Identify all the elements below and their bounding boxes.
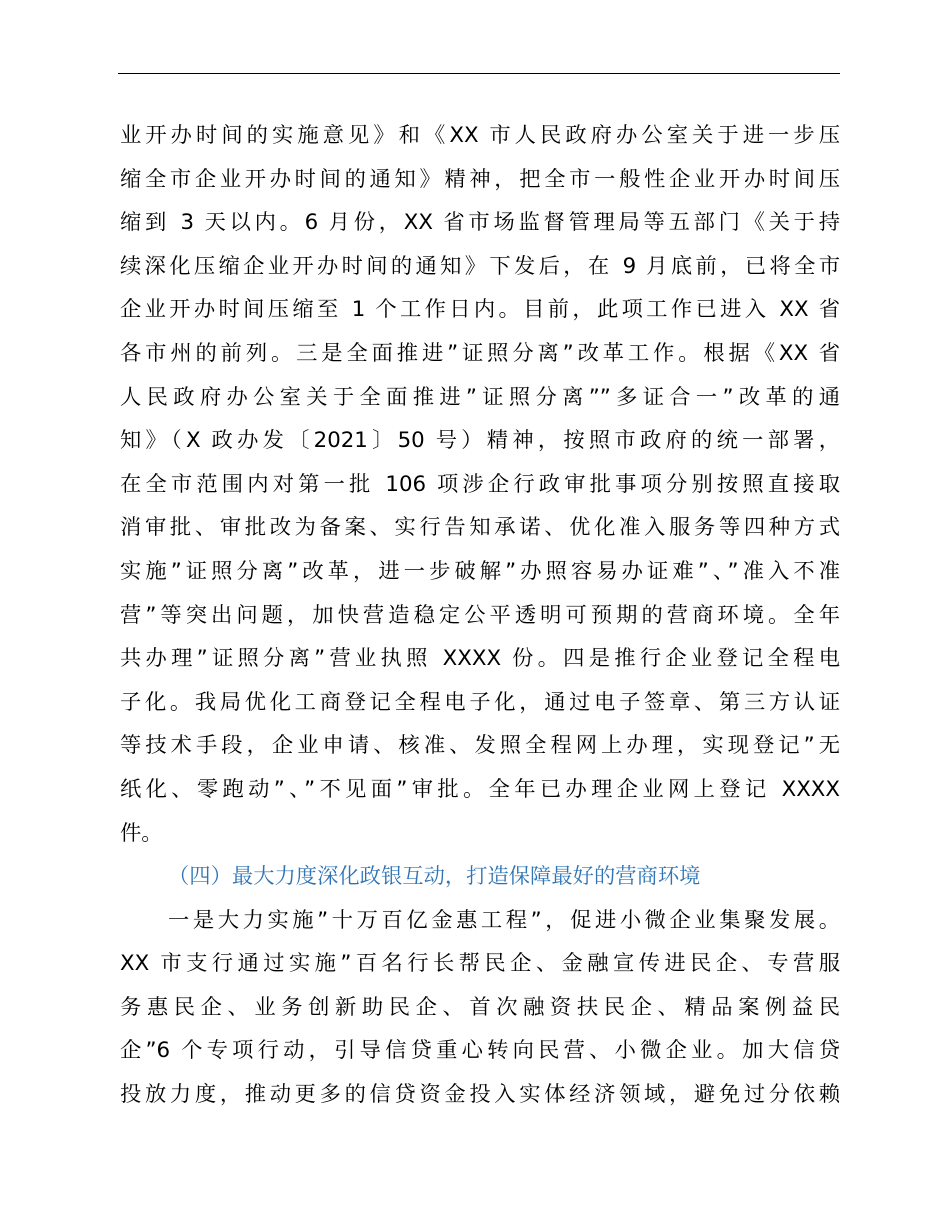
paragraph-line: 共办理”证照分离”营业执照 XXXX 份。四是推行企业登记全程电 bbox=[120, 646, 840, 672]
paragraph-line: 等技术手段，企业申请、核准、发照全程网上办理，实现登记”无 bbox=[120, 733, 840, 759]
paragraph-line: 一是大力实施”十万百亿金惠工程”，促进小微企业集聚发展。 bbox=[168, 907, 840, 933]
paragraph-line: 件。 bbox=[120, 820, 163, 846]
paragraph-line: 续深化压缩企业开办时间的通知》下发后，在 9 月底前，已将全市 bbox=[120, 253, 840, 279]
paragraph-line: 消审批、审批改为备案、实行告知承诺、优化准入服务等四种方式 bbox=[120, 515, 840, 541]
paragraph-line: 在全市范围内对第一批 106 项涉企行政审批事项分别按照直接取 bbox=[120, 471, 840, 497]
paragraph-line: 知》（X 政办发〔2021〕50 号）精神，按照市政府的统一部署， bbox=[120, 428, 840, 454]
header-rule bbox=[118, 73, 840, 74]
paragraph-line: XX 市支行通过实施”百名行长帮民企、金融宣传进民企、专营服 bbox=[120, 951, 840, 977]
paragraph-line: 子化。我局优化工商登记全程电子化，通过电子签章、第三方认证 bbox=[120, 689, 840, 715]
paragraph-line: 投放力度，推动更多的信贷资金投入实体经济领域，避免过分依赖 bbox=[120, 1082, 840, 1108]
paragraph-line: 企”6 个专项行动，引导信贷重心转向民营、小微企业。加大信贷 bbox=[120, 1038, 840, 1064]
paragraph-line: 缩全市企业开办时间的通知》精神，把全市一般性企业开办时间压 bbox=[120, 166, 840, 192]
body-text bbox=[120, 114, 840, 1117]
paragraph-line: 各市州的前列。三是全面推进”证照分离”改革工作。根据《XX 省 bbox=[120, 340, 840, 366]
paragraph-line: 纸化、零跑动”、”不见面”审批。全年已办理企业网上登记 XXXX bbox=[120, 776, 840, 802]
paragraph-line: 缩到 3 天以内。6 月份，XX 省市场监督管理局等五部门《关于持 bbox=[120, 210, 840, 236]
paragraph-line: 企业开办时间压缩至 1 个工作日内。目前，此项工作已进入 XX 省 bbox=[120, 297, 840, 323]
paragraph-line: 实施”证照分离”改革，进一步破解”办照容易办证难”、”准入不准 bbox=[120, 558, 840, 584]
paragraph-line: 业开办时间的实施意见》和《XX 市人民政府办公室关于进一步压 bbox=[120, 123, 840, 148]
section-heading: （四）最大力度深化政银互动，打造保障最好的营商环境 bbox=[168, 864, 701, 890]
paragraph-line: 人民政府办公室关于全面推进”证照分离””多证合一”改革的通 bbox=[120, 384, 840, 410]
paragraph-line: 务惠民企、业务创新助民企、首次融资扶民企、精品案例益民 bbox=[120, 994, 840, 1020]
paragraph-line: 营”等突出问题，加快营造稳定公平透明可预期的营商环境。全年 bbox=[120, 602, 840, 628]
